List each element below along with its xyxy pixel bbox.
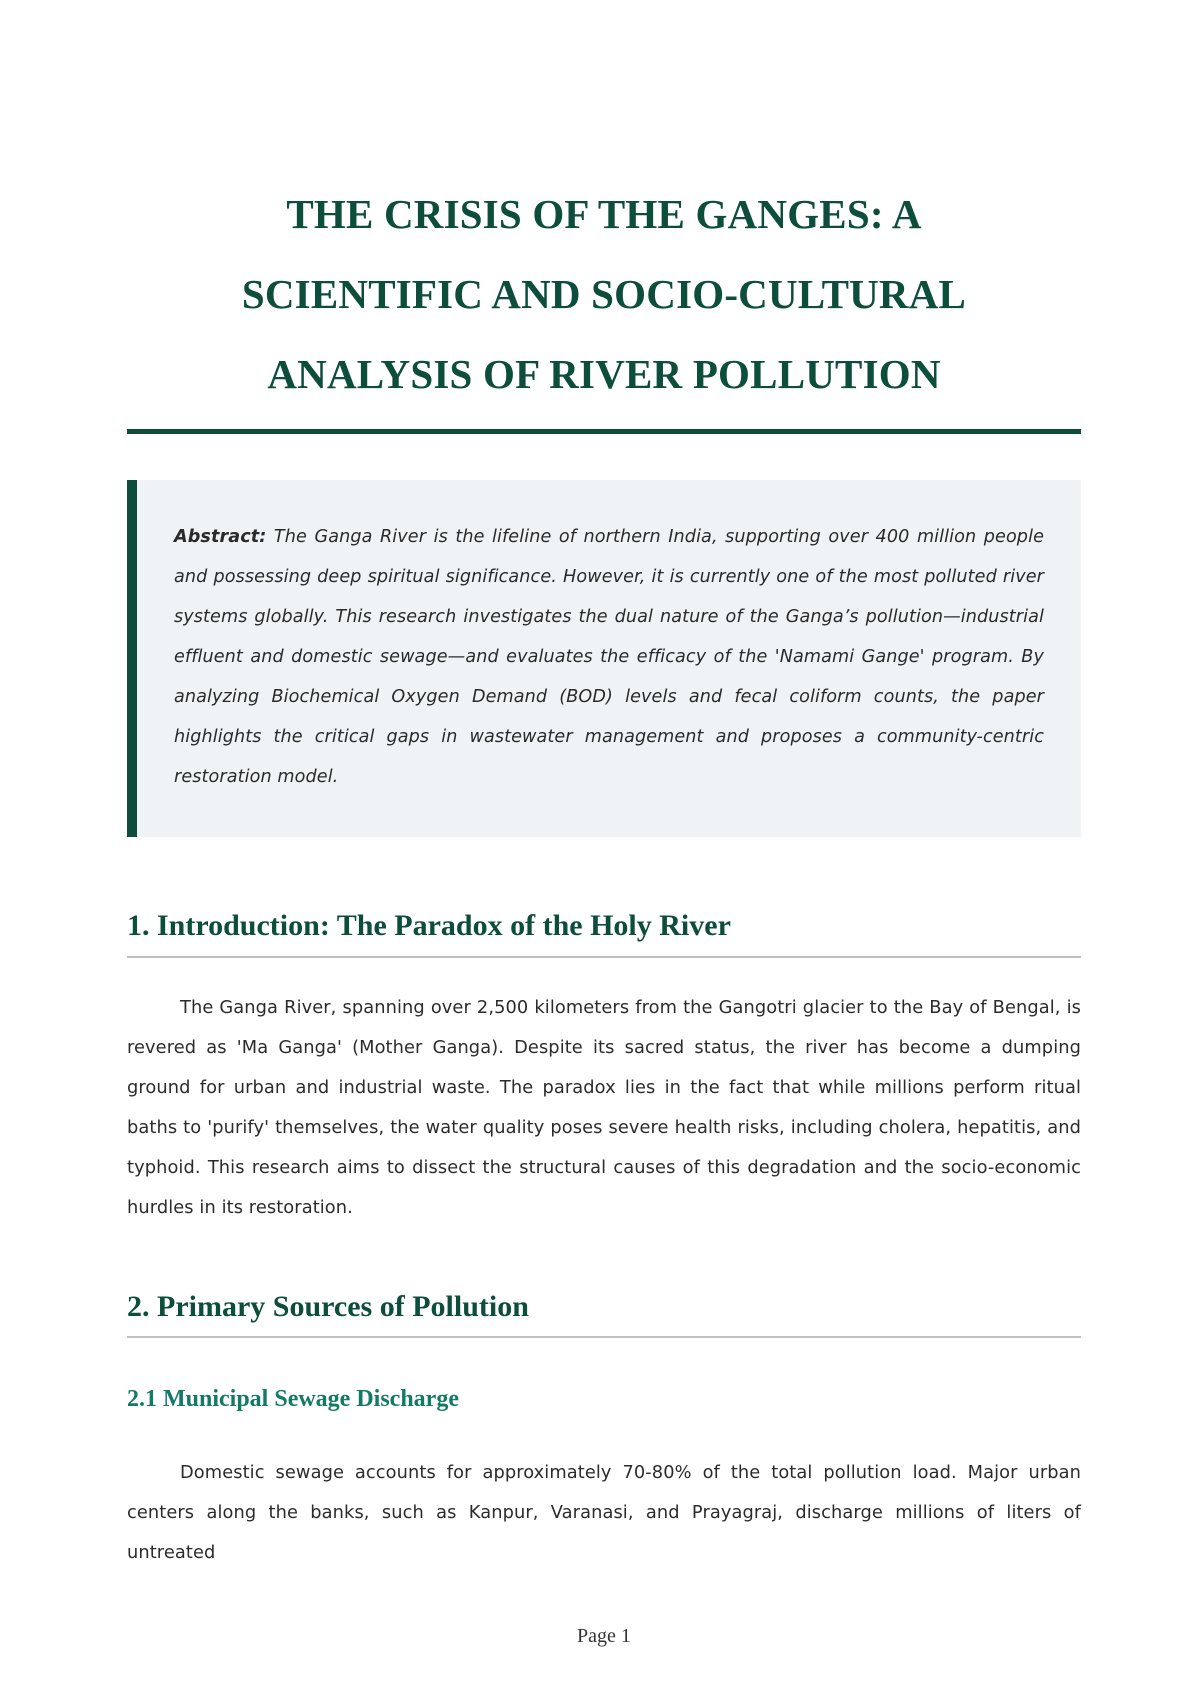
subsection-heading-sewage: 2.1 Municipal Sewage Discharge — [127, 1386, 459, 1412]
abstract-label: Abstract: — [174, 527, 267, 547]
paper-title — [127, 174, 1081, 414]
title-line-2: SCIENTIFIC AND SOCIO-CULTURAL — [241, 271, 967, 317]
section-heading-introduction: 1. Introduction: The Paradox of the Holy River — [127, 909, 731, 942]
abstract-accent-bar — [127, 480, 137, 837]
section-divider-introduction — [127, 956, 1081, 958]
title-divider — [127, 429, 1081, 434]
introduction-paragraph: The Ganga River, spanning over 2,500 kilometers from the Gangotri glacier to the Bay of Bengal, is revered as 'Ma Ganga' (Mother Ganga). Despite its sacred status, the river has become a dumping ground for urban and industrial waste. The paradox lies in the fact that while millions perform ritual baths to 'purify' themselves, the water quality poses severe health risks, including cholera, hepatitis, and typhoid. This research aims to dissect the structural causes of this degradation and the socio-economic hurdles in its restoration. — [127, 997, 1081, 1218]
page-number: Page 1 — [577, 1625, 631, 1647]
document-page — [127, 0, 1081, 1696]
title-line-1: THE CRISIS OF THE GANGES: A — [286, 191, 922, 237]
abstract-body: The Ganga River is the lifeline of northern India, supporting over 400 million people and possessing deep spiritual significance. However, it is currently one of the most polluted river systems globally. This research investigates the dual nature of the Ganga’s pollution—industrial effluent and domestic sewage—and evaluates the efficacy of the 'Namami Gange' program. By analyzing Biochemical Oxygen Demand (BOD) levels and fecal coliform counts, the paper highlights the critical gaps in wastewater management and proposes a community-centric restoration model. — [174, 527, 1044, 787]
section-heading-pollution-sources: 2. Primary Sources of Pollution — [127, 1290, 529, 1323]
section-divider-pollution-sources — [127, 1336, 1081, 1338]
sewage-paragraph: Domestic sewage accounts for approximately 70-80% of the total pollution load. Major urban centers along the banks, such as Kanpur, Varanasi, and Prayagraj, discharge millions of liters of untreated — [127, 1462, 1081, 1563]
title-line-3: ANALYSIS OF RIVER POLLUTION — [267, 351, 941, 397]
abstract-text — [174, 517, 1044, 797]
